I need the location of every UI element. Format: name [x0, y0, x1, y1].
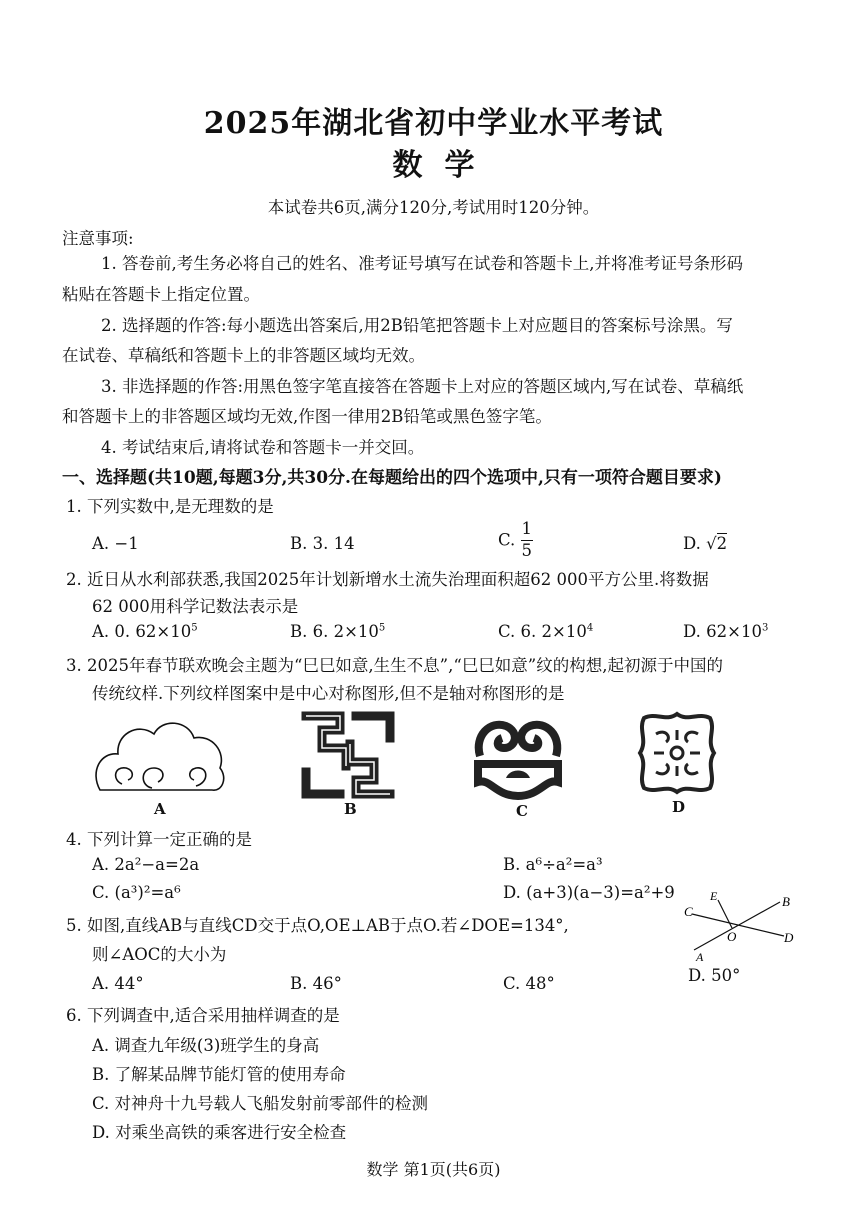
q2-option-a — [92, 622, 198, 641]
denominator: 5 — [521, 540, 533, 560]
fraction — [521, 521, 534, 559]
q5-option-d: D. 50° — [688, 966, 741, 985]
ray-oe — [718, 900, 732, 928]
q6-option-b: B. 了解某品牌节能灯管的使用寿命 — [92, 1065, 346, 1084]
q1-stem: 1. 下列实数中,是无理数的是 — [66, 497, 274, 516]
figure-label-d: D — [672, 798, 686, 816]
q6-option-d: D. 对乘坐高铁的乘客进行安全检查 — [92, 1123, 347, 1142]
sqrt-sign: √ — [706, 534, 717, 553]
point-label-c: C — [684, 904, 693, 919]
radicand: 2 — [716, 534, 728, 553]
q4-option-c: C. (a³)²=a⁶ — [92, 883, 181, 902]
numerator: 1 — [521, 521, 534, 541]
q4-option-b: B. a⁶÷a²=a³ — [503, 855, 603, 874]
q3-stem-line2: 传统纹样.下列纹样图案中是中心对称图形,但不是轴对称图形的是 — [92, 684, 565, 703]
q2-option-a-text: A. 0. 62×10 — [92, 622, 192, 641]
notice-line: 4. 考试结束后,请将试卷和答题卡一并交回。 — [101, 438, 425, 457]
notice-line: 2. 选择题的作答:每小题选出答案后,用2B铅笔把答题卡上对应题目的答案标号涂黑。写 — [101, 316, 733, 335]
exponent: 3 — [761, 622, 769, 634]
q1-option-d-label: D. — [683, 534, 701, 553]
exam-meta: 本试卷共6页,满分120分,考试用时120分钟。 — [267, 198, 600, 217]
q5-stem-line2: 则∠AOC的大小为 — [92, 945, 227, 964]
point-label-o: O — [727, 929, 737, 944]
q5-option-a: A. 44° — [92, 974, 144, 993]
q3-stem-line1: 3. 2025年春节联欢晚会主题为“巳巳如意,生生不息”,“巳巳如意”纹的构想,起初源于中国的 — [66, 656, 723, 675]
line-ab — [694, 902, 780, 950]
q2-option-b — [290, 622, 385, 641]
q2-option-d — [683, 622, 768, 641]
cloud-pattern-figure — [92, 712, 228, 798]
subject-title: 数学 — [392, 148, 497, 183]
exponent: 5 — [378, 622, 386, 634]
notice-line: 和答题卡上的非答题区域均无效,作图一律用2B铅笔或黑色签字笔。 — [62, 407, 552, 426]
q5-option-c: C. 48° — [503, 974, 555, 993]
point-label-a: A — [696, 950, 704, 962]
ornament-pattern-figure-d — [636, 710, 718, 796]
figure-label-c: C — [516, 802, 528, 820]
line-cd — [692, 914, 784, 936]
figure-label-a: A — [154, 800, 166, 818]
snake-pattern-figure-b — [300, 708, 396, 802]
q4-option-d: D. (a+3)(a−3)=a²+9 — [503, 883, 675, 902]
notice-line: 粘贴在答题卡上指定位置。 — [62, 285, 260, 304]
point-label-e: E — [710, 889, 718, 903]
q2-option-b-text: B. 6. 2×10 — [290, 622, 379, 641]
q4-stem: 4. 下列计算一定正确的是 — [66, 830, 252, 849]
q6-option-c: C. 对神舟十九号载人飞船发射前零部件的检测 — [92, 1094, 429, 1113]
exponent: 5 — [191, 622, 198, 634]
q4-option-a: A. 2a²−a=2a — [92, 855, 200, 874]
q5-option-b: B. 46° — [290, 974, 342, 993]
q2-stem-line1: 2. 近日从水利部获悉,我国2025年计划新增水土流失治理面积超62 000平方公里.将数据 — [66, 570, 709, 589]
q2-stem-line2: 62 000用科学记数法表示是 — [92, 597, 299, 616]
notice-heading: 注意事项: — [62, 229, 134, 248]
point-label-d: D — [784, 930, 794, 945]
q1-option-c — [498, 521, 533, 559]
q2-option-c-text: C. 6. 2×10 — [498, 622, 587, 641]
intersecting-lines-figure — [680, 886, 800, 962]
q1-option-d — [683, 534, 727, 553]
notice-line: 3. 非选择题的作答:用黑色签字笔直接答在答题卡上对应的答题区域内,写在试卷、草稿纸 — [101, 377, 744, 396]
q1-option-c-label: C. — [498, 530, 516, 550]
q1-option-a: A. −1 — [92, 534, 139, 553]
page-footer: 数学 第1页(共6页) — [366, 1160, 501, 1179]
q5-stem-line1: 5. 如图,直线AB与直线CD交于点O,OE⊥AB于点O.若∠DOE=134°, — [66, 916, 569, 935]
notice-line: 在试卷、草稿纸和答题卡上的非答题区域均无效。 — [62, 346, 425, 365]
q2-option-c — [498, 622, 593, 641]
figure-label-b: B — [344, 800, 357, 818]
q2-option-d-text: D. 62×10 — [683, 622, 762, 641]
q1-option-b: B. 3. 14 — [290, 534, 355, 553]
exam-title: 2025年湖北省初中学业水平考试 — [203, 106, 664, 141]
q6-option-a: A. 调查九年级(3)班学生的身高 — [92, 1036, 320, 1055]
snake-pattern-figure-c — [470, 712, 566, 800]
notice-line: 1. 答卷前,考生务必将自己的姓名、准考证号填写在试卷和答题卡上,并将准考证号条形码 — [101, 254, 743, 273]
point-label-b: B — [782, 894, 790, 909]
q6-stem: 6. 下列调查中,适合采用抽样调查的是 — [66, 1006, 340, 1025]
exponent: 4 — [586, 622, 594, 634]
section-heading: 一、选择题(共10题,每题3分,共30分.在每题给出的四个选项中,只有一项符合题目要求) — [62, 468, 722, 488]
